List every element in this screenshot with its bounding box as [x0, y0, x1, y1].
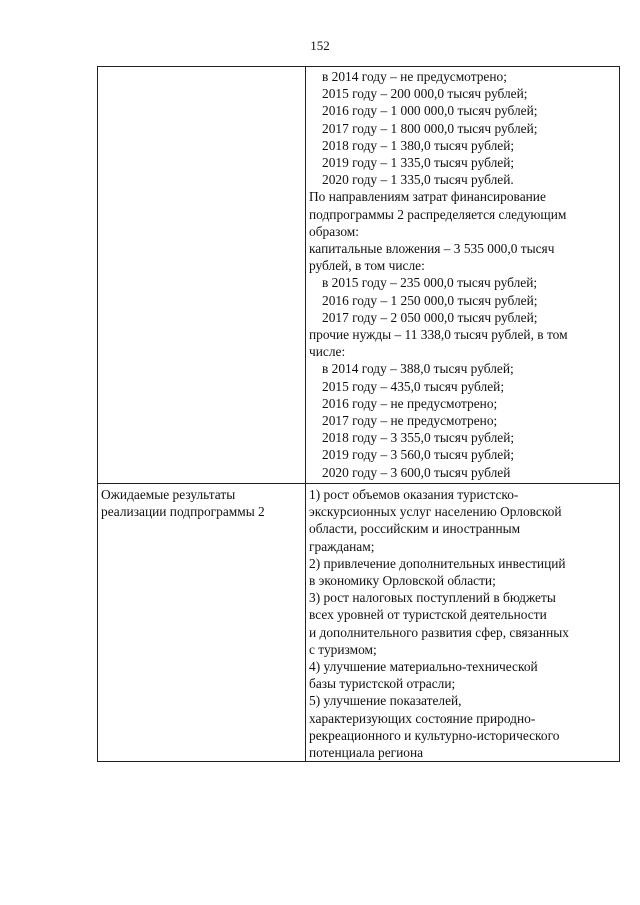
expected-results-value-cell: [306, 484, 620, 762]
funding-line: прочие нужды – 11 338,0 тысяч рублей, в том: [309, 327, 568, 343]
expected-result-line: базы туристской отрасли;: [309, 676, 456, 692]
funding-row: [98, 67, 620, 484]
funding-line: в 2014 году – не предусмотрено;: [322, 69, 507, 84]
funding-line: 2016 году – 1 000 000,0 тысяч рублей;: [322, 103, 538, 119]
expected-result-line: характеризующих состояние природно-: [309, 710, 536, 726]
funding-line: 2016 году – 1 250 000,0 тысяч рублей;: [322, 292, 538, 308]
funding-label-cell: [98, 67, 306, 484]
funding-line: в 2014 году – 388,0 тысяч рублей;: [322, 361, 514, 377]
expected-result-line: 2) привлечение дополнительных инвестиций: [309, 555, 566, 571]
funding-line: 2018 году – 1 380,0 тысяч рублей;: [322, 137, 515, 153]
expected-result-line: всех уровней от туристской деятельности: [309, 607, 547, 623]
expected-results-label-line: Ожидаемые результаты: [101, 487, 236, 502]
funding-line: числе:: [309, 344, 346, 360]
funding-line: в 2015 году – 235 000,0 тысяч рублей;: [322, 275, 538, 291]
funding-line: 2017 году – 1 800 000,0 тысяч рублей;: [322, 120, 538, 136]
expected-result-line: 4) улучшение материально-технической: [309, 659, 538, 675]
funding-line: капитальные вложения – 3 535 000,0 тысяч: [309, 241, 555, 257]
subprogram-passport-table: [97, 66, 620, 762]
funding-line: 2017 году – не предусмотрено;: [322, 413, 498, 429]
funding-line: 2016 году – не предусмотрено;: [322, 395, 498, 411]
expected-result-line: 5) улучшение показателей,: [309, 693, 462, 709]
funding-line: По направлениям затрат финансирование: [309, 189, 546, 205]
funding-line: образом:: [309, 223, 359, 239]
funding-line: 2015 году – 200 000,0 тысяч рублей;: [322, 86, 528, 102]
funding-line: 2017 году – 2 050 000,0 тысяч рублей;: [322, 309, 538, 325]
expected-result-line: рекреационного и культурно-исторического: [309, 727, 560, 743]
expected-results-row: [98, 484, 620, 762]
expected-result-line: экскурсионных услуг населению Орловской: [309, 504, 562, 520]
expected-result-line: области, российским и иностранным: [309, 521, 521, 537]
funding-value-cell: [306, 67, 620, 484]
expected-result-line: в экономику Орловской области;: [309, 573, 496, 589]
expected-result-line: с туризмом;: [309, 641, 377, 657]
expected-results-label-line: реализации подпрограммы 2: [101, 504, 265, 520]
expected-result-line: потенциала региона: [309, 745, 424, 761]
funding-line: 2020 году – 3 600,0 тысяч рублей: [322, 464, 511, 480]
expected-result-line: гражданам;: [309, 538, 375, 554]
expected-result-line: и дополнительного развития сфер, связанных: [309, 624, 569, 640]
funding-line: рублей, в том числе:: [309, 258, 425, 274]
expected-result-line: 1) рост объемов оказания туристско-: [309, 487, 519, 502]
funding-line: 2020 году – 1 335,0 тысяч рублей.: [322, 172, 514, 188]
funding-line: 2019 году – 1 335,0 тысяч рублей;: [322, 155, 515, 171]
page-number: 152: [310, 38, 330, 53]
funding-line: 2015 году – 435,0 тысяч рублей;: [322, 378, 505, 394]
funding-line: 2019 году – 3 560,0 тысяч рублей;: [322, 447, 515, 463]
expected-result-line: 3) рост налоговых поступлений в бюджеты: [309, 590, 556, 606]
funding-line: 2018 году – 3 355,0 тысяч рублей;: [322, 430, 515, 446]
funding-line: подпрограммы 2 распределяется следующим: [309, 206, 567, 222]
expected-results-label-cell: [98, 484, 306, 762]
